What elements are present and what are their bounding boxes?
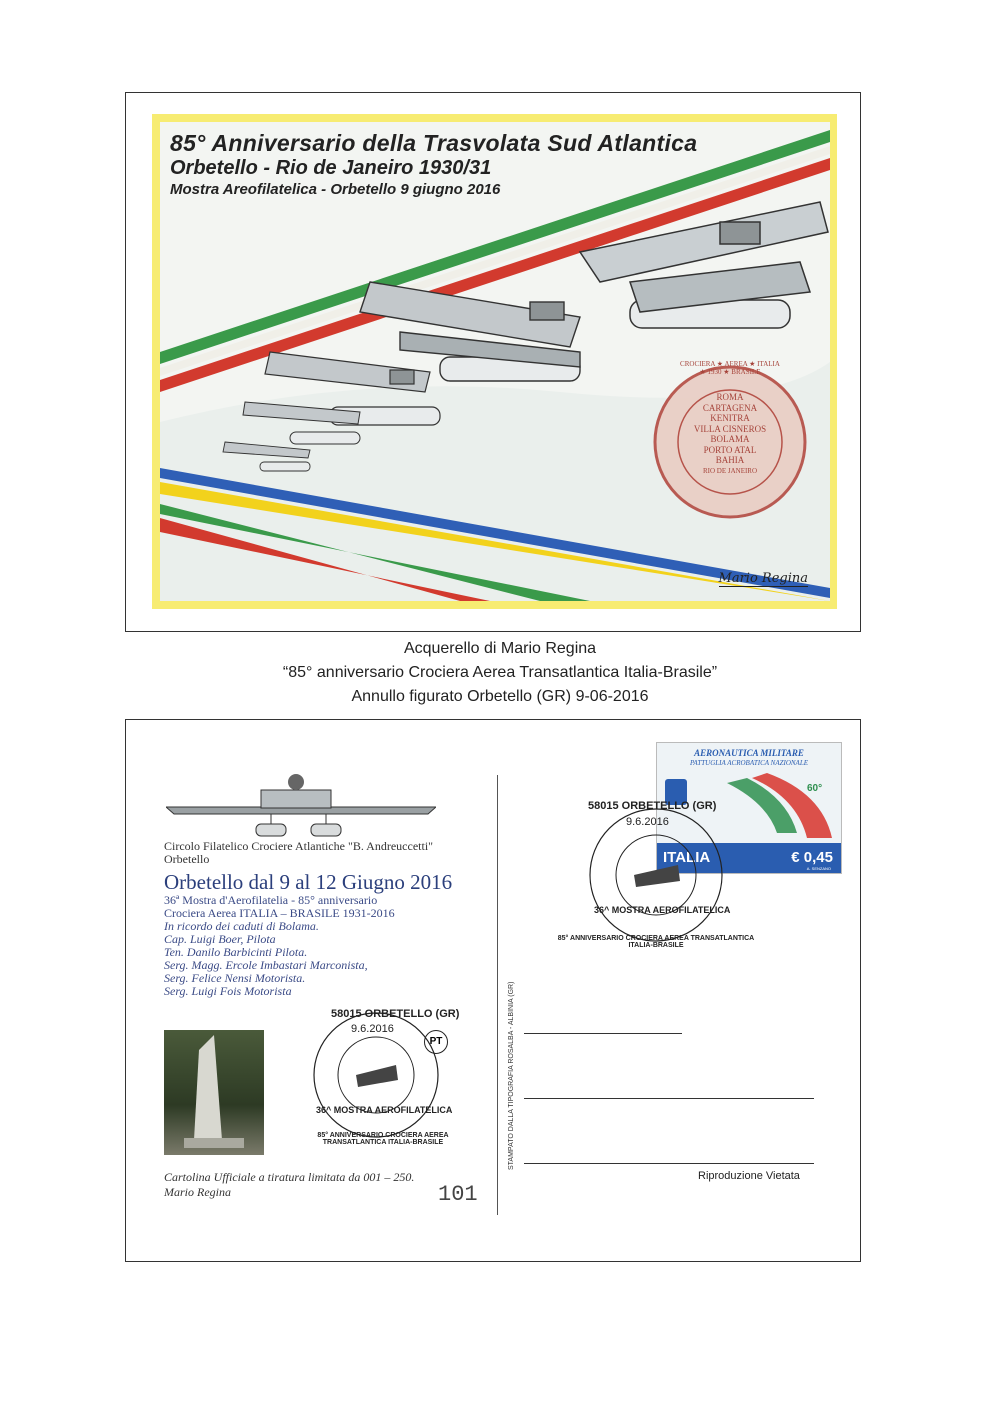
memorial-line: Serg. Magg. Ercole Imbastari Marconista,	[164, 958, 368, 972]
event-subline1: 36ª Mostra d'Aerofilatelia - 85° anniversario	[164, 893, 378, 907]
address-line	[524, 1163, 814, 1164]
front-postcard	[125, 92, 861, 632]
seal-city: VILLA CISNEROS	[693, 423, 767, 434]
watercolor-painting	[160, 122, 830, 601]
stamp-top2: PATTUGLIA ACROBATICA NAZIONALE	[690, 759, 808, 767]
artist-signature: Mario Regina	[718, 571, 808, 586]
seal-city: CARTAGENA	[702, 402, 758, 413]
front-title-line2: Orbetello - Rio de Janeiro 1930/31	[170, 157, 492, 179]
stamp-top1: AERONAUTICA MILITARE	[694, 748, 804, 758]
address-line	[524, 1098, 814, 1099]
event-headline: Orbetello dal 9 al 12 Giugno 2016	[164, 870, 453, 894]
front-title-line3: Mostra Areofilatelica - Orbetello 9 giugno 2016	[170, 181, 501, 198]
address-line	[524, 1033, 682, 1034]
event-subline2: Crociera Aerea ITALIA – BRASILE 1931-2016	[164, 906, 395, 920]
printer-credit: STAMPATO DALLA TIPOGRAFIA ROSALBA - ALBINIA (GR)	[508, 981, 515, 1170]
front-title-block	[170, 130, 697, 198]
club-line: Circolo Filatelico Crociere Atlantiche "B. Andreuccetti" Orbetello	[164, 839, 434, 866]
stamp-badge: 60°	[807, 783, 823, 794]
memorial-line: Serg. Luigi Fois Motorista	[164, 984, 292, 998]
caption-line2: “85° anniversario Crociera Aerea Transatlantica Italia-Brasile”	[282, 664, 718, 681]
card-border	[152, 114, 837, 609]
postmark-left-top: 58015 ORBETELLO (GR)	[331, 1008, 460, 1020]
seal-cities	[680, 392, 780, 476]
seal-ring-text: CROCIERA ★ AEREA ★ ITALIA ★ 1930 ★ BRASILE	[680, 360, 780, 376]
caption-line1: Acquerello di Mario Regina	[403, 640, 597, 657]
postmark-left-middle: 36^ MOSTRA AEROFILATELICA	[316, 1105, 453, 1115]
memorial-line: Serg. Felice Nensi Motorista.	[164, 971, 306, 985]
back-postcard	[125, 719, 861, 1262]
card-divider	[497, 775, 498, 1215]
seal-city: BOLAMA	[710, 434, 750, 444]
stamp-designer: A. SENZANO	[806, 866, 831, 871]
postmark-right-middle: 36^ MOSTRA AEROFILATELICA	[594, 905, 731, 915]
card-text-block	[164, 840, 464, 998]
postmark-left-date: 9.6.2016	[351, 1023, 394, 1035]
seal-city: RIO DE JANEIRO	[702, 466, 758, 475]
pt-logo: PT	[424, 1030, 448, 1054]
memorial-line: Cap. Luigi Boer, Pilota	[164, 932, 276, 946]
stamp-value: € 0,45	[791, 849, 833, 866]
postmark-right-ring: 85° ANNIVERSARIO CROCIERA AEREA TRANSATLANTICA ITALIA-BRASILE	[557, 935, 755, 949]
stamp-country: ITALIA	[663, 849, 711, 866]
memorial-line: Ten. Danilo Barbicinti Pilota.	[164, 945, 308, 959]
seal-city: ROMA	[716, 392, 744, 402]
caption-line3: Annullo figurato Orbetello (GR) 9-06-2016	[351, 688, 649, 705]
front-title-line1: 85° Anniversario della Trasvolata Sud Atlantica	[170, 130, 698, 156]
postmark-left-ring: 85° ANNIVERSARIO CROCIERA AEREA TRANSATLANTICA ITALIA-BRASILE	[317, 1132, 449, 1146]
copyright-notice: Riproduzione Vietata	[698, 1170, 800, 1182]
postmark-right-top: 58015 ORBETELLO (GR)	[588, 800, 717, 812]
footer-line1: Cartolina Ufficiale a tiratura limitata da 001 – 250.	[164, 1170, 415, 1184]
seal-city: PORTO ATAL	[703, 444, 757, 455]
monument-shape	[164, 1030, 264, 1155]
memorial-line: In ricordo dei caduti di Bolama.	[164, 919, 319, 933]
seal-city: BAHIA	[715, 455, 745, 465]
seal-city: KENITRA	[710, 413, 750, 423]
memorial-photo	[164, 1030, 264, 1155]
serial-number: 101	[438, 1182, 478, 1207]
footer-line2: Mario Regina	[164, 1185, 231, 1199]
postmark-right-date: 9.6.2016	[626, 816, 669, 828]
